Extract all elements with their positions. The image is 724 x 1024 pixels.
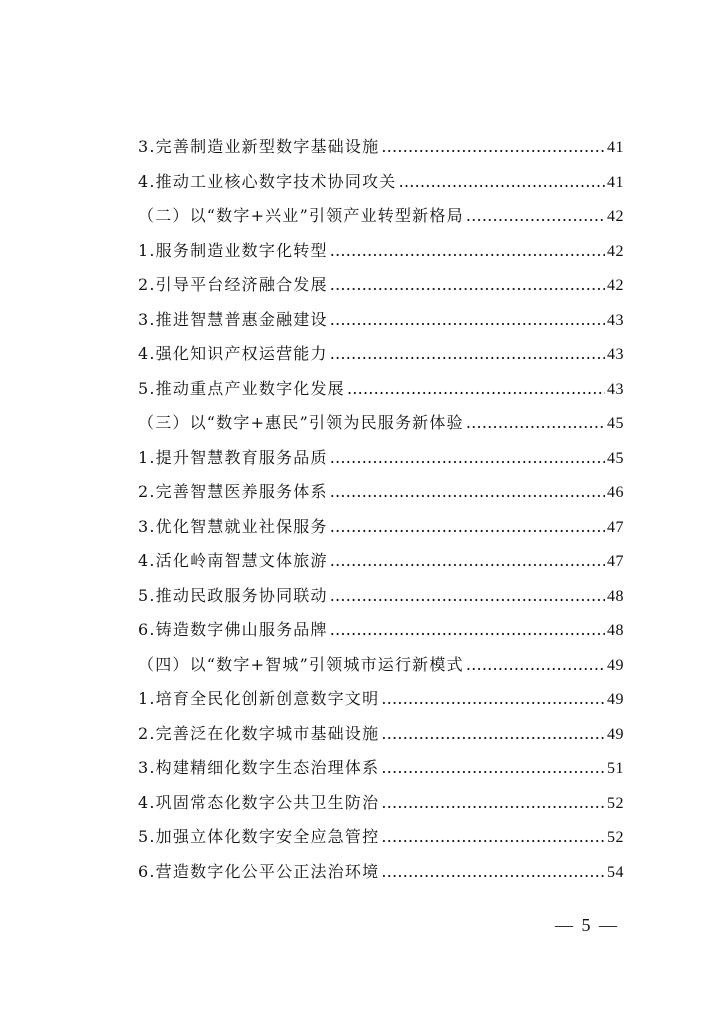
toc-entry-page: 45 [607,415,624,432]
toc-leader-dots [381,793,605,812]
toc-section-title: （三）以“数字+惠民”引领为民服务新体验 [138,413,464,432]
toc-leader-dots [330,482,605,501]
toc-entry [138,307,624,342]
toc-entry-title: 5.加强立体化数字安全应急管控 [138,827,380,846]
toc-entry [138,134,624,169]
toc-leader-dots [381,137,605,156]
toc-entry [138,686,624,721]
toc-leader-dots [330,344,605,363]
toc-entry-page: 43 [607,311,624,329]
toc-entry-page: 42 [607,208,624,225]
toc-entry-title: 6.营造数字化公平公正法治环境 [138,861,380,881]
toc-leader-dots [330,275,605,294]
toc-entry-page: 42 [607,242,624,260]
toc-entry-page: 49 [607,656,624,674]
toc-entry-title: 4.活化岭南智慧文体旅游 [138,551,328,570]
toc-entry-page: 51 [607,760,624,777]
toc-entry [138,617,624,652]
toc-leader-dots [381,862,605,881]
toc-leader-dots [347,379,605,398]
toc-leader-dots [381,827,605,846]
toc-entry [138,721,624,756]
toc-leader-dots [330,551,605,570]
toc-entry [138,272,624,307]
toc-entry-title: 3.推进智慧普惠金融建设 [138,309,328,329]
toc-entry-page: 47 [607,518,624,536]
toc-leader-dots [381,758,605,777]
toc-leader-dots [330,310,605,329]
toc-leader-dots [381,689,605,708]
toc-entry-title: 2.完善泛在化数字城市基础设施 [138,723,380,743]
toc-entry-title: 5.推动民政服务协同联动 [138,585,328,605]
toc-entry [138,548,624,583]
toc-entry [138,859,624,894]
toc-entry [138,824,624,859]
toc-entry-page: 52 [607,829,624,846]
toc-entry-page: 41 [607,173,624,191]
toc-section-entry [138,203,624,238]
toc-leader-dots [330,586,605,605]
toc-leader-dots [330,241,605,260]
toc-section-title: （四）以“数字+智城”引领城市运行新模式 [138,654,464,674]
toc-entry-page: 48 [607,587,624,605]
toc-entry-page: 49 [607,691,624,708]
toc-section-entry [138,410,624,445]
table-of-contents [138,134,624,893]
toc-entry [138,445,624,480]
toc-entry [138,479,624,514]
toc-entry-title: 3.构建精细化数字生态治理体系 [138,758,380,777]
toc-entry [138,755,624,790]
toc-entry-title: 4.巩固常态化数字公共卫生防治 [138,792,380,812]
toc-entry [138,514,624,549]
toc-entry-title: 2.引导平台经济融合发展 [138,275,328,294]
toc-entry-page: 48 [607,622,624,639]
toc-entry-page: 54 [607,863,624,881]
toc-leader-dots [398,172,605,191]
toc-entry-page: 43 [607,346,624,363]
toc-entry-page: 46 [607,484,624,501]
toc-leader-dots [381,724,605,743]
toc-entry [138,583,624,618]
toc-entry-page: 42 [607,277,624,294]
toc-entry-title: 2.完善智慧医养服务体系 [138,482,328,501]
toc-entry [138,169,624,204]
toc-entry [138,341,624,376]
toc-leader-dots [330,448,605,467]
toc-entry-page: 49 [607,725,624,743]
toc-leader-dots [330,517,605,536]
toc-entry-page: 41 [607,139,624,156]
toc-entry-title: 3.优化智慧就业社保服务 [138,516,328,536]
toc-entry-page: 43 [607,380,624,398]
toc-leader-dots [466,413,605,432]
toc-entry-title: 1.提升智慧教育服务品质 [138,447,328,467]
toc-leader-dots [466,655,605,674]
toc-entry-title: 4.推动工业核心数字技术协同攻关 [138,171,397,191]
toc-entry-title: 6.铸造数字佛山服务品牌 [138,620,328,639]
toc-section-entry [138,652,624,687]
toc-leader-dots [330,620,605,639]
toc-entry-title: 1.培育全民化创新创意数字文明 [138,689,380,708]
toc-entry-title: 1.服务制造业数字化转型 [138,240,328,260]
toc-entry-title: 4.强化知识产权运营能力 [138,344,328,363]
toc-entry [138,376,624,411]
toc-entry-title: 5.推动重点产业数字化发展 [138,378,345,398]
toc-entry [138,790,624,825]
toc-entry-page: 47 [607,553,624,570]
page-number: — 5 — [555,915,619,935]
toc-section-title: （二）以“数字+兴业”引领产业转型新格局 [138,206,464,225]
toc-entry-page: 52 [607,794,624,812]
toc-entry [138,238,624,273]
toc-entry-page: 45 [607,449,624,467]
toc-leader-dots [466,206,605,225]
toc-entry-title: 3.完善制造业新型数字基础设施 [138,137,380,156]
